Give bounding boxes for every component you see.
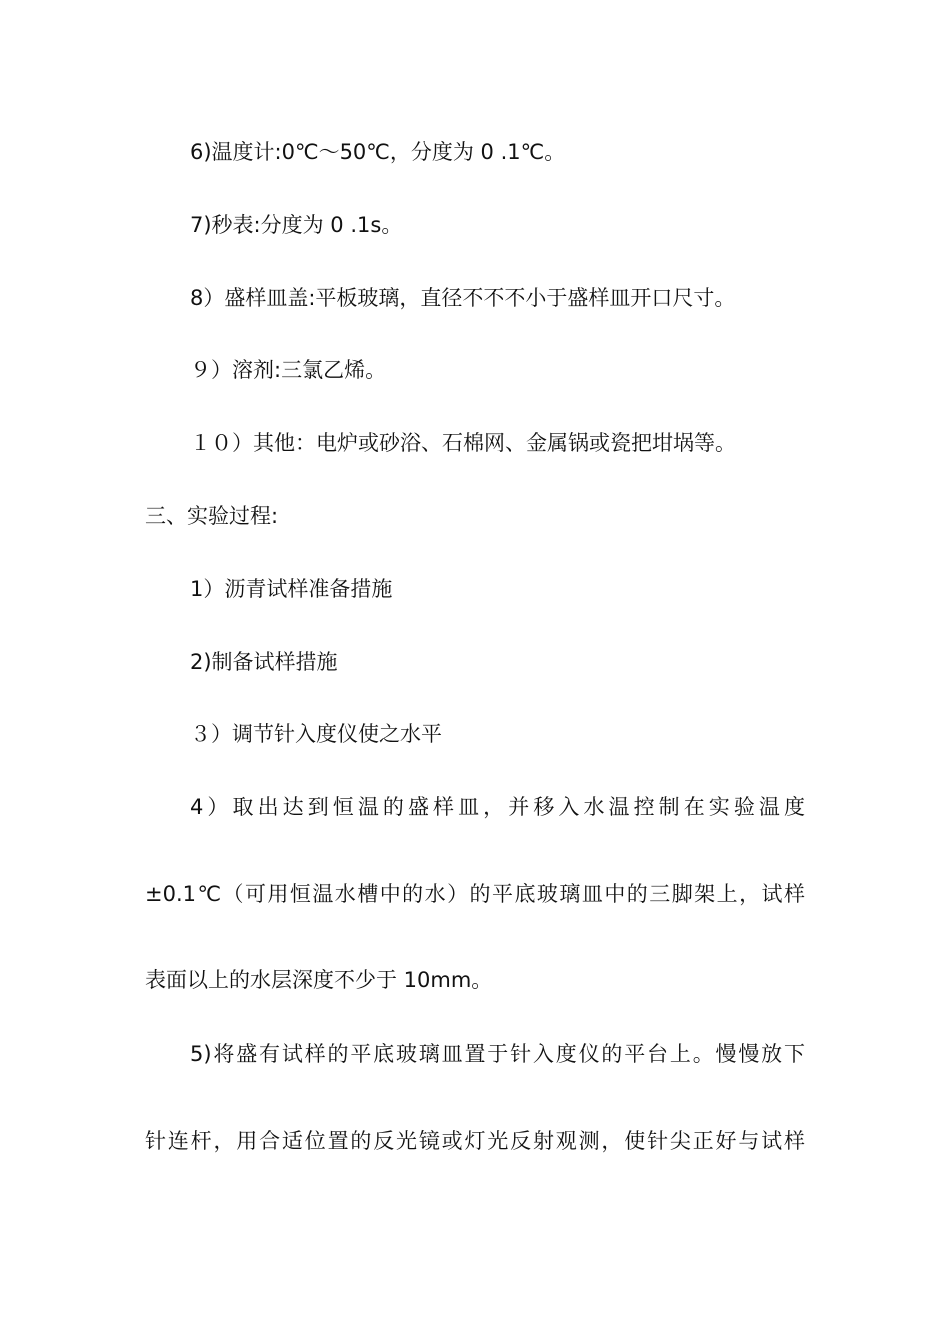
text-line-13: 5)将盛有试样的平底玻璃皿置于针入度仪的平台上。慢慢放下 <box>190 1042 805 1066</box>
text-line-9: ３）调节针入度仪使之水平 <box>190 722 442 746</box>
text-line-12: 表面以上的水层深度不少于 10mm。 <box>145 968 493 992</box>
text-line-11: ±0.1℃（可用恒温水槽中的水）的平底玻璃皿中的三脚架上，试样 <box>145 882 805 906</box>
text-line-1: 6)温度计:0℃～50℃，分度为 0 .1℃。 <box>190 140 566 164</box>
text-line-3: 8）盛样皿盖:平板玻璃，直径不不不小于盛样皿开口尺寸。 <box>190 286 736 310</box>
text-line-4: ９）溶剂:三氯乙烯。 <box>190 358 387 382</box>
text-line-7: 1）沥青试样准备措施 <box>190 577 393 601</box>
text-line-10: 4）取出达到恒温的盛样皿，并移入水温控制在实验温度 <box>190 795 805 819</box>
text-line-5: １０）其他：电炉或砂浴、石棉网、金属锅或瓷把坩埚等。 <box>190 431 736 455</box>
text-line-8: 2)制备试样措施 <box>190 650 338 674</box>
section-heading: 三、实验过程: <box>145 504 279 528</box>
text-line-14: 针连杆，用合适位置的反光镜或灯光反射观测，使针尖正好与试样 <box>145 1129 805 1153</box>
text-line-2: 7)秒表:分度为 0 .1s。 <box>190 213 403 237</box>
